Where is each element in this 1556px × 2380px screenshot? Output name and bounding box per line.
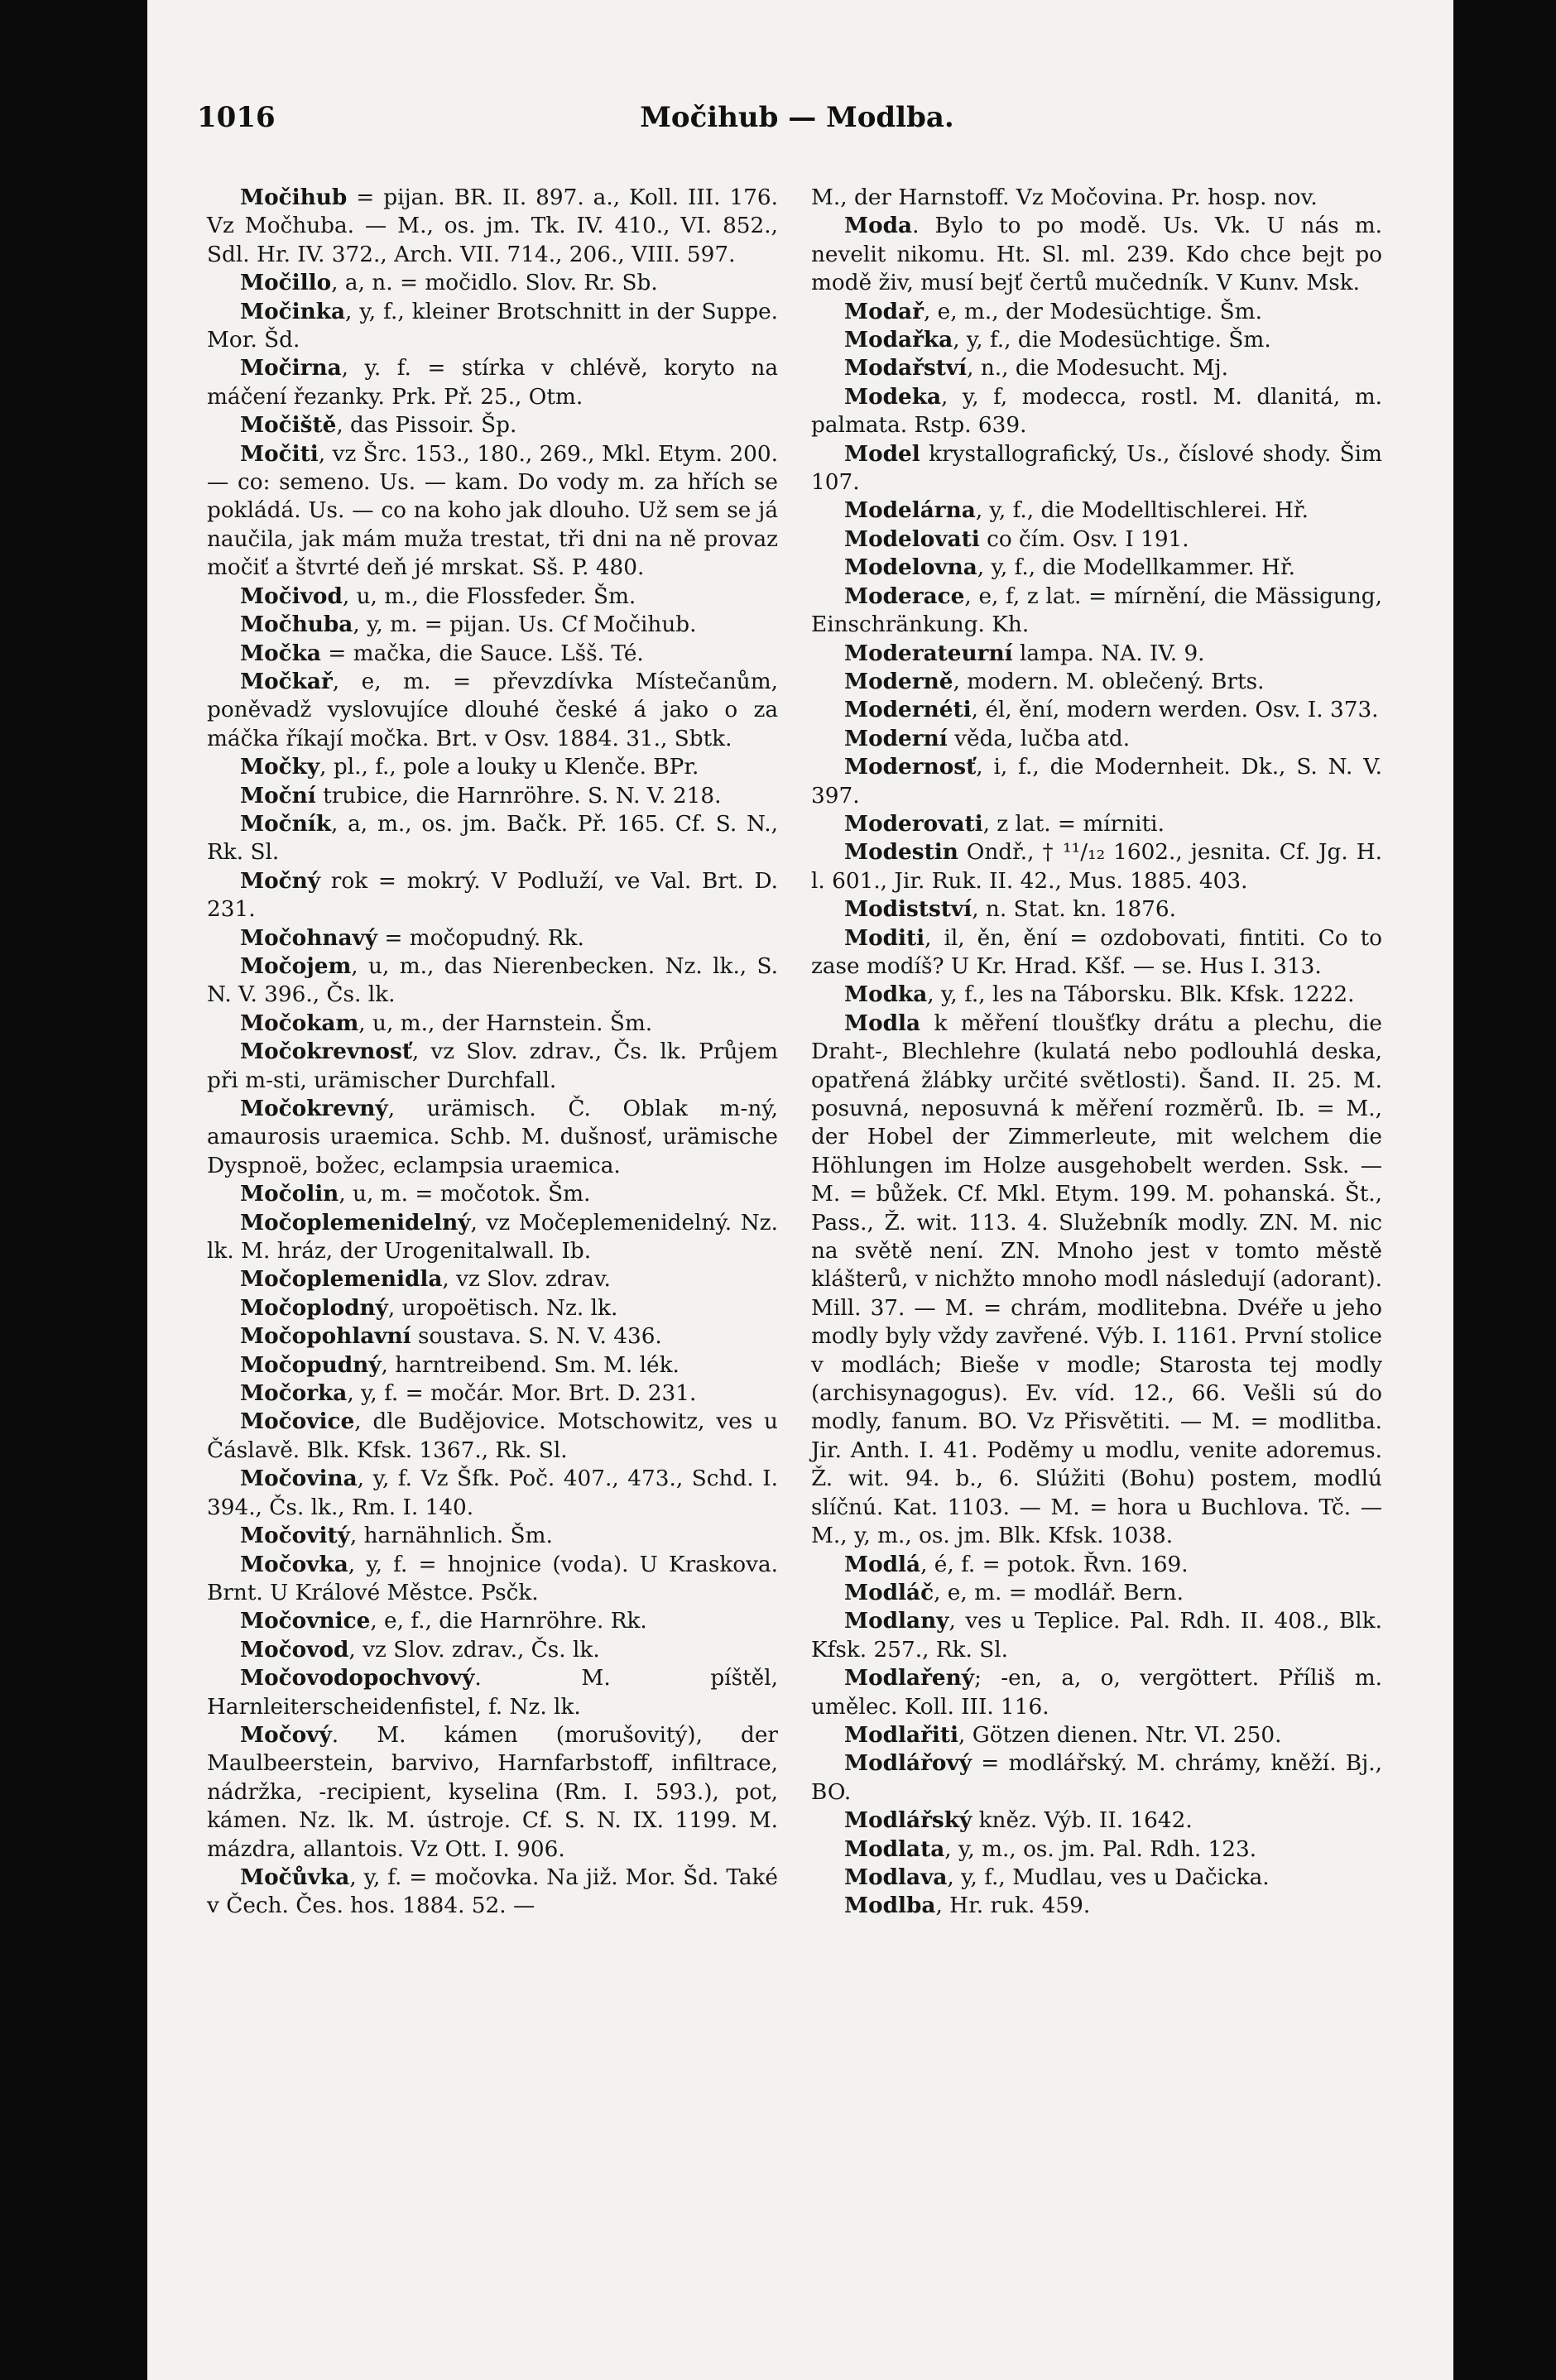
entry-headword: Modlařený [844, 1665, 975, 1691]
dictionary-entry [207, 867, 778, 924]
dictionary-entry [207, 782, 778, 810]
dictionary-entry [811, 554, 1382, 582]
entry-headword: Močhuba [240, 612, 353, 638]
entry-headword: Močokrevný [240, 1096, 388, 1121]
dictionary-entry [811, 1010, 1382, 1551]
dictionary-entry [207, 354, 778, 411]
entry-text: , vz Šrc. 153., 180., 269., Mkl. Etym. 200. — co: semeno. Us. — kam. Do vody m. za hřích se pokládá. Us. — co na koho jak dlouho. Už sem se já naučila, jak mám muža trestat, tři dni na ně provaz močiť a štvrté deň jé mrskat. Sš. P. 480. [207, 441, 778, 581]
entry-headword: Močopohlavní [240, 1323, 411, 1350]
entry-text: , urämisch. Č. Oblak m-ný, amaurosis uraemica. Schb. M. dušnosť, urämische Dyspnoë, božec, eclampsia uraemica. [207, 1096, 778, 1178]
entry-headword: Močůvka [240, 1864, 350, 1890]
entry-text: , y, f., die Modelltischlerei. Hř. [975, 498, 1309, 524]
entry-headword: Močovitý [240, 1523, 350, 1549]
dictionary-page [147, 0, 1453, 2380]
entry-text: , e, m. = převzdívka Místečanům, poněvadž vyslovujíce dlouhé české á jako o za máčka říkají močka. Brt. v Osv. 1884. 31., Sbtk. [207, 669, 778, 751]
entry-text: , y, f., kleiner Brotschnitt in der Suppe. Mor. Šd. [207, 299, 778, 353]
entry-text: . M. kámen (morušovitý), der Maulbeerstein, barvivo, Harnfarbstoff, infiltrace, nádržka, -recipient, kyselina (Rm. I. 593.), pot, kámen. Nz. lk. M. ústroje. Cf. S. N. IX. 1199. M. mázdra, allantois. Vz Ott. I. 906. [207, 1722, 778, 1862]
entry-text: , y. f. = stírka v chlévě, koryto na máčení řezanky. Prk. Př. 25., Otm. [207, 356, 778, 410]
dictionary-entry [811, 1807, 1382, 1835]
entry-text: , e, f, z lat. = mírnění, die Mässigung, Einschränkung. Kh. [811, 583, 1382, 638]
dictionary-entry [811, 668, 1382, 696]
dictionary-entry [207, 411, 778, 439]
entry-text: , y, f. = močár. Mor. Brt. D. 231. [347, 1381, 697, 1407]
dictionary-entry [207, 1721, 778, 1864]
entry-text: , y, f, modecca, rostl. M. dlanitá, m. palmata. Rstp. 639. [811, 384, 1382, 439]
dictionary-entry [811, 440, 1382, 497]
dictionary-entry [207, 298, 778, 355]
dictionary-entry [811, 383, 1382, 440]
dictionary-entry [811, 838, 1382, 895]
entry-headword: Močokrevnosť [240, 1039, 412, 1065]
entry-headword: Močovina [240, 1466, 358, 1492]
entry-text: , u, m. = močotok. Šm. [339, 1182, 591, 1207]
entry-text: soustava. S. N. V. 436. [411, 1324, 662, 1350]
entry-headword: Moderovati [844, 810, 983, 837]
dictionary-entry [207, 1095, 778, 1180]
dictionary-entry [207, 1636, 778, 1664]
dictionary-entry [207, 1180, 778, 1208]
dictionary-entry [811, 1579, 1382, 1607]
dictionary-entry [811, 753, 1382, 810]
entry-headword: Močirna [240, 355, 342, 381]
dictionary-entry [207, 1265, 778, 1293]
entry-text: Ondř., † ¹¹/₁₂ 1602., jesnita. Cf. Jg. H. l. 601., Jir. Ruk. II. 42., Mus. 1885. 403. [811, 840, 1382, 894]
entry-text: = modlářský. M. chrámy, kněží. Bj., BO. [811, 1751, 1382, 1805]
dictionary-entry [207, 668, 778, 753]
dictionary-entry [811, 212, 1382, 297]
dictionary-entry [207, 1664, 778, 1721]
entry-text: . Bylo to po modě. Us. Vk. U nás m. nevelit nikomu. Ht. Sl. ml. 239. Kdo chce bejt po modě živ, musí bejť čertů mučedník. V Kunv. Msk. [811, 214, 1382, 296]
dictionary-entry [207, 1038, 778, 1095]
entry-text: , y, f., die Modellkammer. Hř. [977, 555, 1295, 581]
page-header [197, 91, 1397, 141]
entry-headword: Močohnavý [240, 924, 378, 951]
entry-text: , u, m., die Flossfeder. Šm. [342, 583, 636, 609]
entry-text: , das Pissoir. Šp. [336, 413, 517, 439]
entry-headword: Moderateurní [844, 640, 1013, 666]
entry-headword: Modlba [844, 1893, 936, 1919]
dictionary-entry [207, 640, 778, 668]
dictionary-entry [207, 1380, 778, 1408]
dictionary-entry [207, 1322, 778, 1351]
dictionary-entry [207, 1010, 778, 1038]
entry-text: , n., die Modesucht. Mj. [967, 356, 1229, 381]
entry-text: rok = mokrý. V Podluží, ve Val. Brt. D. 231. [207, 868, 778, 923]
entry-text: , y, f., Mudlau, ves u Dačicka. [947, 1864, 1270, 1890]
entry-text: = mačka, die Sauce. Lšš. Té. [320, 641, 644, 666]
right-column [811, 184, 1382, 1921]
entry-headword: Močoplodný [240, 1294, 388, 1321]
entry-text: , il, ěn, ění = ozdobovati, fintiti. Co to zase modíš? U Kr. Hrad. Kšf. — se. Hus I. 313. [811, 925, 1382, 979]
entry-headword: Modlařiti [844, 1721, 959, 1748]
entry-headword: Močopudný [240, 1351, 382, 1378]
entry-text: = pijan. BR. II. 897. a., Koll. III. 176. Vz Močhuba. — M., os. jm. Tk. IV. 410., VI. 852., Sdl. Hr. IV. 372., Arch. VII. 714., 206., VIII. 597. [207, 185, 778, 267]
entry-text: , pl., f., pole a louky u Klenče. BPr. [319, 755, 699, 780]
dictionary-entry [811, 981, 1382, 1009]
entry-headword: Modláč [844, 1579, 934, 1605]
entry-text: , dle Budějovice. Motschowitz, ves u Čáslavě. Blk. Kfsk. 1367., Rk. Sl. [207, 1409, 778, 1463]
entry-text: , y, f. Vz Šfk. Poč. 407., 473., Schd. I. 394., Čs. lk., Rm. I. 140. [207, 1466, 778, 1520]
entry-headword: Močorka [240, 1380, 348, 1407]
entry-text: , Hr. ruk. 459. [935, 1893, 1091, 1919]
entry-text: věda, lučba atd. [947, 726, 1131, 751]
dictionary-entry [811, 354, 1382, 382]
entry-headword: Moderní [844, 725, 948, 751]
entry-headword: Modka [844, 981, 928, 1008]
dictionary-entry [811, 1835, 1382, 1864]
entry-text: , y, f. = hnojnice (voda). U Kraskova. Brnt. U Králové Městce. Psčk. [207, 1552, 778, 1605]
entry-headword: Moditi [844, 924, 925, 951]
entry-text: , modern. M. oblečený. Brts. [953, 669, 1265, 694]
entry-headword: Modernéti [844, 697, 972, 723]
entry-headword: Močka [240, 640, 321, 666]
dictionary-entry [811, 184, 1382, 212]
entry-text: , e, m., der Modesüchtige. Šm. [923, 299, 1262, 324]
entry-text: . M. píštěl, Harnleiterscheidenfistel, f. Nz. lk. [207, 1666, 778, 1720]
entry-headword: Modařství [844, 355, 968, 381]
entry-headword: Močovod [240, 1636, 349, 1663]
entry-headword: Modlany [844, 1608, 949, 1634]
dictionary-entry [207, 1607, 778, 1635]
entry-text: , a, n. = močidlo. Slov. Rr. Sb. [331, 271, 658, 296]
entry-headword: Močovice [240, 1408, 355, 1435]
entry-headword: Močný [240, 867, 321, 894]
dictionary-entry [811, 640, 1382, 668]
entry-headword: Modařka [844, 327, 953, 353]
entry-text: , él, ění, modern werden. Osv. I. 373. [971, 698, 1379, 723]
entry-headword: Močoplemenidla [240, 1266, 443, 1293]
dictionary-entry [811, 1721, 1382, 1749]
entry-headword: Modla [844, 1010, 921, 1036]
entry-text: lampa. NA. IV. 9. [1012, 641, 1205, 666]
entry-text: , ves u Teplice. Pal. Rdh. II. 408., Blk. Kfsk. 257., Rk. Sl. [811, 1609, 1382, 1663]
entry-headword: Močoplemenidelný [240, 1209, 471, 1236]
entry-headword: Moda [844, 213, 913, 239]
entry-text: , e, f., die Harnröhre. Rk. [370, 1609, 647, 1634]
dictionary-entry [207, 1465, 778, 1522]
entry-text: , y, m., os. jm. Pal. Rdh. 123. [944, 1836, 1257, 1862]
entry-headword: Modlá [844, 1551, 921, 1577]
dictionary-entry [811, 810, 1382, 838]
entry-text: , u, m., das Nierenbecken. Nz. lk., S. N. V. 396., Čs. lk. [207, 953, 778, 1008]
entry-text: , vz Močeplemenidelný. Nz. lk. M. hráz, der Urogenitalwall. Ib. [207, 1210, 778, 1264]
entry-text: , a, m., os. jm. Bačk. Př. 165. Cf. S. N., Rk. Sl. [207, 811, 778, 866]
dictionary-entry [207, 753, 778, 781]
entry-headword: Modlava [844, 1864, 948, 1890]
dictionary-entry [811, 1664, 1382, 1721]
dictionary-entry [207, 924, 778, 952]
entry-headword: Modelovati [844, 525, 980, 552]
dictionary-entry [207, 1294, 778, 1322]
dictionary-entry [811, 696, 1382, 724]
entry-text: , n. Stat. kn. 1876. [972, 897, 1176, 923]
entry-text: , Götzen dienen. Ntr. VI. 250. [958, 1722, 1282, 1748]
entry-text: M., der Harnstoff. Vz Močovina. Pr. hosp. nov. [811, 185, 1318, 210]
entry-headword: Močiti [240, 440, 319, 467]
entry-text: , é, f. = potok. Řvn. 169. [920, 1552, 1189, 1577]
dictionary-entry [811, 583, 1382, 640]
dictionary-entry [811, 1551, 1382, 1579]
dictionary-entry [811, 895, 1382, 924]
entry-text: kněz. Výb. II. 1642. [972, 1808, 1193, 1834]
entry-text: , vz Slov. zdrav., Čs. lk. [348, 1637, 600, 1663]
entry-text: , y, m. = pijan. Us. Cf Močihub. [353, 612, 697, 638]
entry-headword: Modistství [844, 896, 972, 923]
entry-text: k měření tloušťky drátu a plechu, die Draht-, Blechlehre (kulatá nebo podlouhlá deska, opatřená žlábky určité světlosti). Šand. II. 25. M. posuvná, neposuvná k měření rozměrů. Ib. = M., der Hobel der Zimmerleute, mit welchem die Höhlungen im Holze ausgehobelt werden. Ssk. — M. = bůžek. Cf. Mkl. Etym. 199. M. pohanská. Št., Pass., Ž. wit. 113. 4. Služebník modly. ZN. M. nic na světě není. ZN. Mnoho jest v tomto městě klášterů, v nichžto mnoho modl následují (adorant). Mill. 37. — M. = chrám, modlitebna. Dvéře u jeho modly byly vždy zavřené. Výb. I. 1161. První stolice v modlách; Bieše v modle; Starosta tej modly (archisynagogus). Ev. víd. 12., 66. Vešli sú do modly, fanum. BO. Vz Přisvětiti. — M. = modlitba. Jir. Anth. I. 41. Poděmy u modlu, venite adoremus. Ž. wit. 94. b., 6. Slúžiti (Bohu) postem, modlú slíčnú. Kat. 1103. — M. = hora u Buchlova. Tč. — M., y, m., os. jm. Blk. Kfsk. 1038. [811, 1010, 1382, 1549]
dictionary-entry [811, 1864, 1382, 1892]
entry-headword: Močokam [240, 1010, 359, 1036]
entry-text: krystallografický, Us., číslové shody. Šim 107. [811, 441, 1382, 496]
dictionary-entry [207, 184, 778, 269]
entry-text: , i, f., die Modernheit. Dk., S. N. V. 397. [811, 755, 1382, 809]
dictionary-entry [207, 583, 778, 611]
entry-headword: Modlářový [844, 1750, 972, 1777]
entry-headword: Modelárna [844, 497, 976, 524]
entry-headword: Močovodopochvový [240, 1665, 475, 1691]
dictionary-entry [207, 1522, 778, 1550]
entry-headword: Modlata [844, 1835, 945, 1862]
entry-headword: Močový [240, 1721, 332, 1748]
entry-headword: Modernosť [844, 754, 977, 780]
dictionary-entry [207, 1209, 778, 1266]
entry-headword: Močovnice [240, 1608, 371, 1634]
dictionary-entry [207, 440, 778, 583]
entry-text: co čím. Osv. I 191. [979, 526, 1189, 552]
entry-headword: Modestin [844, 839, 958, 866]
dictionary-entry [811, 1607, 1382, 1664]
entry-headword: Modeka [844, 383, 942, 410]
entry-text: trubice, die Harnröhre. S. N. V. 218. [315, 783, 722, 809]
entry-headword: Močkař [240, 668, 333, 694]
dictionary-entry [207, 611, 778, 639]
entry-headword: Močník [240, 810, 331, 837]
entry-text: , y, f., les na Táborsku. Blk. Kfsk. 1222. [927, 982, 1355, 1008]
page-number: 1016 [197, 101, 276, 134]
entry-text: , vz Slov. zdrav., Čs. lk. Průjem při m-sti, urämischer Durchfall. [207, 1039, 778, 1093]
entry-text: , uropoëtisch. Nz. lk. [387, 1295, 618, 1321]
dictionary-entry [811, 1892, 1382, 1920]
entry-text: , y, f., die Modesüchtige. Šm. [953, 328, 1271, 353]
dictionary-entry [207, 269, 778, 297]
page-title: Močihub — Modlba. [640, 101, 954, 134]
entry-text: , u, m., der Harnstein. Šm. [358, 1010, 653, 1036]
dictionary-entry [811, 525, 1382, 554]
entry-headword: Močojem [240, 952, 352, 979]
dictionary-entry [811, 725, 1382, 753]
entry-headword: Močinka [240, 298, 346, 324]
entry-headword: Modař [844, 298, 924, 324]
entry-text: , y, f. = močovka. Na již. Mor. Šd. Také v Čech. Čes. hos. 1884. 52. — [207, 1864, 778, 1919]
entry-headword: Moční [240, 782, 316, 809]
dictionary-entry [207, 1551, 778, 1608]
entry-headword: Modelovna [844, 554, 977, 581]
entry-headword: Močky [240, 754, 320, 780]
entry-headword: Močillo [240, 270, 332, 296]
dictionary-entry [811, 326, 1382, 354]
entry-text: , vz Slov. zdrav. [442, 1267, 611, 1293]
dictionary-entry [811, 497, 1382, 525]
dictionary-entry [207, 1864, 778, 1921]
entry-headword: Modlářský [844, 1807, 972, 1834]
dictionary-entry [811, 298, 1382, 326]
entry-headword: Močihub [240, 185, 348, 210]
dictionary-entry [811, 1749, 1382, 1807]
dictionary-entry [207, 952, 778, 1010]
entry-text: = močopudný. Rk. [377, 925, 584, 951]
entry-headword: Močivod [240, 583, 343, 609]
entry-headword: Močolin [240, 1181, 339, 1207]
entry-text: ; -en, a, o, vergöttert. Příliš m. umělec. Koll. III. 116. [811, 1666, 1382, 1720]
entry-text: , harntreibend. Sm. M. lék. [381, 1352, 680, 1378]
entry-headword: Močiště [240, 412, 337, 439]
entry-headword: Model [844, 440, 920, 467]
dictionary-entry [207, 810, 778, 867]
left-column [207, 184, 778, 1921]
dictionary-entry [811, 924, 1382, 981]
entry-text: , e, m. = modlář. Bern. [934, 1580, 1184, 1605]
entry-headword: Močovka [240, 1551, 348, 1577]
entry-headword: Moderace [844, 583, 965, 609]
entry-headword: Moderně [844, 668, 953, 694]
entry-text: , harnähnlich. Šm. [349, 1523, 553, 1549]
dictionary-entry [207, 1408, 778, 1465]
entry-text: , z lat. = mírniti. [982, 811, 1165, 837]
dictionary-entry [207, 1351, 778, 1380]
